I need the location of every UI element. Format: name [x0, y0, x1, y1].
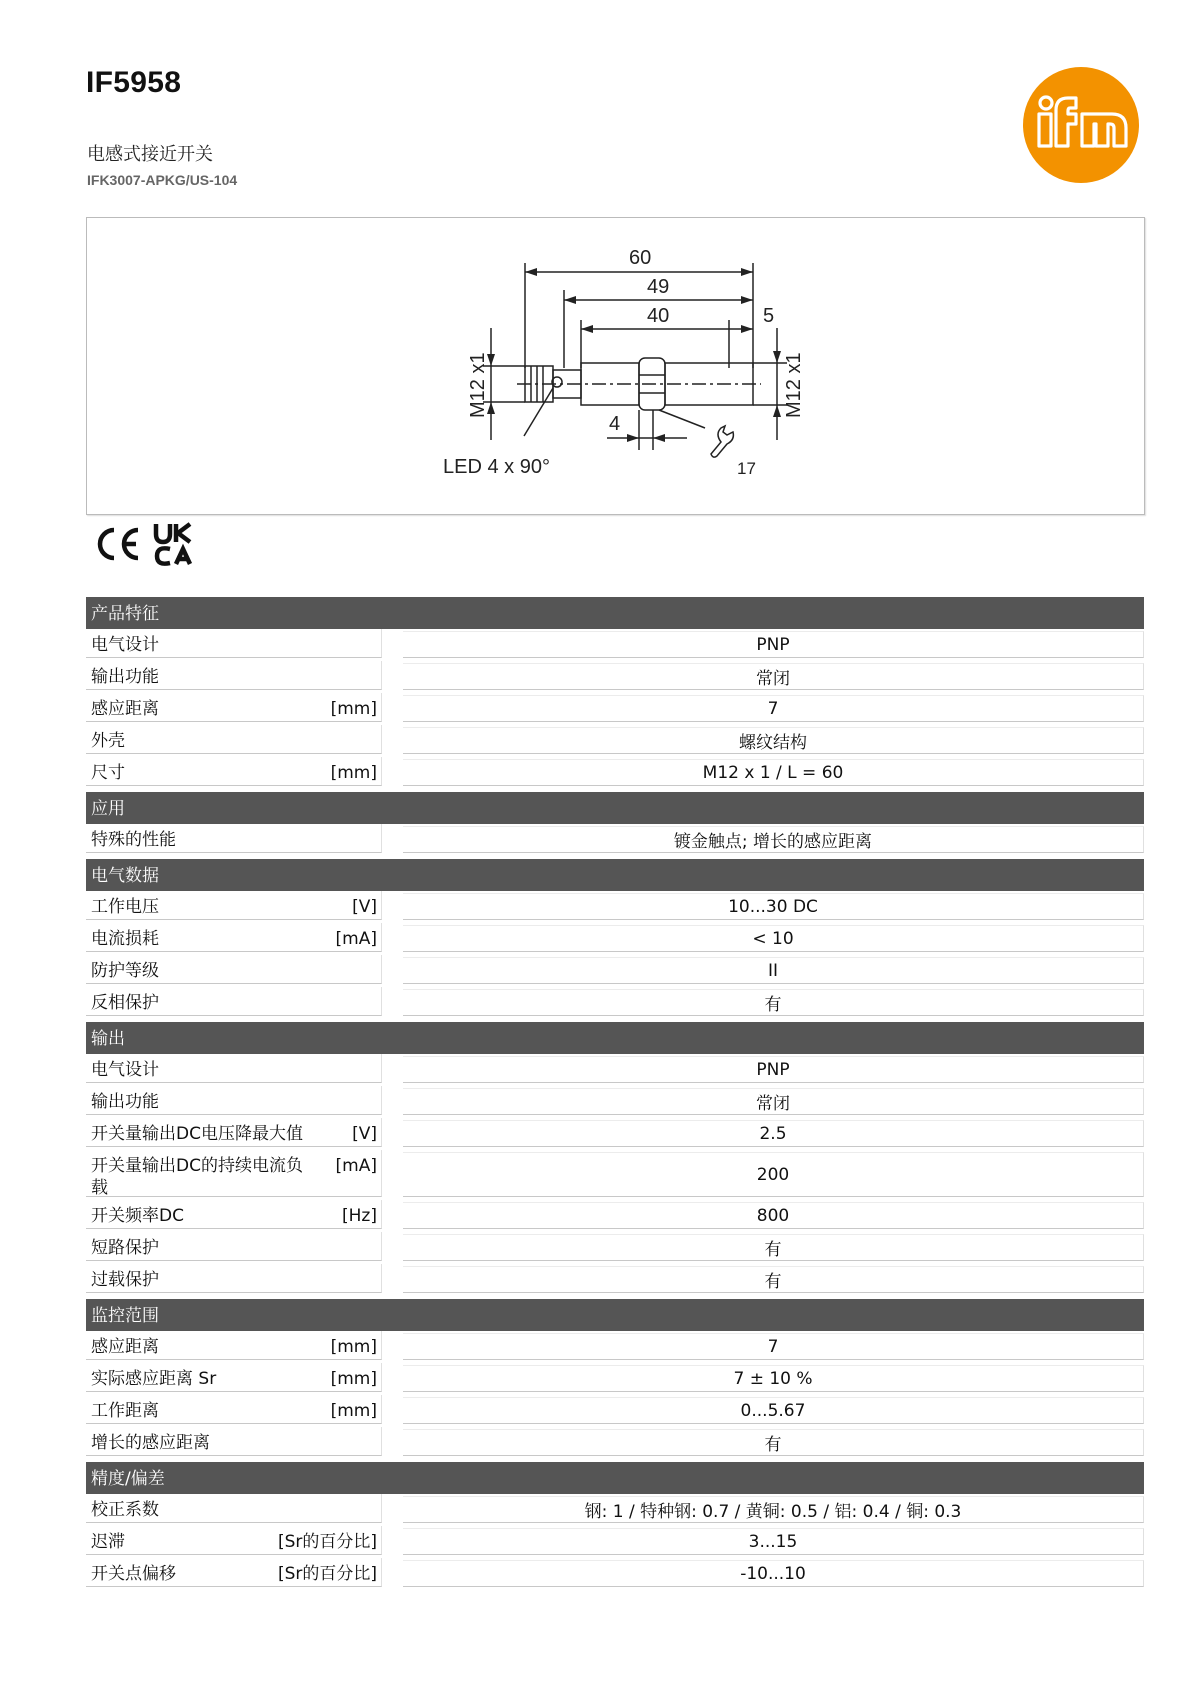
spec-unit: [mm]: [330, 1369, 377, 1389]
thread-left-label: M12 x1: [467, 352, 489, 418]
spec-unit: [mm]: [330, 1337, 377, 1357]
spec-label-cell: [86, 987, 382, 1016]
spec-value: 7 ± 10 %: [733, 1368, 813, 1389]
spec-value-cell: [403, 1397, 1144, 1424]
spec-label-cell: [86, 923, 382, 952]
spec-row: [86, 1150, 1144, 1200]
spec-value: 有: [764, 995, 782, 1015]
spec-value: 3...15: [748, 1531, 798, 1552]
product-title: IF5958: [86, 66, 182, 99]
spec-value: II: [767, 960, 779, 981]
spec-label-cell: [86, 1150, 382, 1197]
spec-value: 200: [756, 1164, 790, 1185]
spec-label: 开关量输出DC电压降最大值: [91, 1124, 303, 1144]
spec-row: [86, 1264, 1144, 1296]
section-header: 精度/偏差: [86, 1462, 1144, 1494]
spec-label: 开关点偏移: [91, 1564, 176, 1584]
spec-unit: [mA]: [335, 929, 377, 949]
spec-label-cell: [86, 1395, 382, 1424]
spec-label-cell: [86, 1558, 382, 1587]
spec-value: 有: [764, 1240, 782, 1260]
spec-label-cell: [86, 757, 382, 786]
spec-value: 有: [764, 1272, 782, 1292]
spec-value: 镀金触点; 增长的感应距离: [673, 832, 873, 852]
spec-row: [86, 1427, 1144, 1459]
spec-value-cell: [403, 1120, 1144, 1147]
spec-value: 7: [767, 1336, 779, 1357]
spec-row: [86, 824, 1144, 856]
spec-label: 外壳: [91, 731, 125, 751]
spec-label-cell: [86, 661, 382, 690]
spec-unit: [Sr的百分比]: [277, 1532, 377, 1552]
spec-row: [86, 1232, 1144, 1264]
spec-label-cell: [86, 1264, 382, 1293]
spec-value-cell: [403, 826, 1144, 853]
specification-table: [86, 597, 1144, 1590]
dim-4: 4: [609, 413, 621, 435]
spec-unit: [mm]: [330, 699, 377, 719]
spec-value-cell: [403, 1560, 1144, 1587]
spec-value: 钢: 1 / 特种钢: 0.7 / 黄铜: 0.5 / 铝: 0.4 / 铜: 0.3: [584, 1502, 962, 1522]
spec-label-cell: [86, 1526, 382, 1555]
spec-row: [86, 1118, 1144, 1150]
spec-label-cell: [86, 891, 382, 920]
spec-label-cell: [86, 725, 382, 754]
led-label: LED 4 x 90°: [443, 456, 550, 478]
spec-value-cell: [403, 663, 1144, 690]
spec-value: 有: [764, 1435, 782, 1455]
spec-unit: [V]: [352, 897, 377, 917]
certification-marks: [92, 522, 204, 566]
spec-label-cell: [86, 824, 382, 853]
spec-value: 螺纹结构: [739, 733, 807, 753]
spec-value-cell: [403, 631, 1144, 658]
spec-value: PNP: [756, 634, 790, 655]
spec-value: 0...5.67: [740, 1400, 806, 1421]
spec-value-cell: [403, 989, 1144, 1016]
spec-label-cell: [86, 1331, 382, 1360]
spec-value: < 10: [752, 928, 794, 949]
dim-60: 60: [629, 247, 652, 269]
spec-label-cell: [86, 955, 382, 984]
spec-value: 10...30 DC: [728, 896, 818, 917]
spec-label: 增长的感应距离: [91, 1433, 210, 1453]
spec-unit: [mm]: [330, 1401, 377, 1421]
spec-row: [86, 923, 1144, 955]
spec-value-cell: [403, 1088, 1144, 1115]
spec-label: 电流损耗: [91, 929, 159, 949]
dim-5: 5: [763, 305, 775, 327]
spec-label-cell: [86, 1363, 382, 1392]
spec-label: 尺寸: [91, 763, 125, 783]
spec-value: 7: [767, 698, 779, 719]
spec-label: 迟滞: [91, 1532, 125, 1552]
spec-label: 工作电压: [91, 897, 159, 917]
spec-unit: [Sr的百分比]: [277, 1564, 377, 1584]
spec-label: 输出功能: [91, 667, 159, 687]
spec-row: [86, 1395, 1144, 1427]
spec-unit: [mA]: [335, 1156, 377, 1176]
spec-row: [86, 1200, 1144, 1232]
spec-value: M12 x 1 / L = 60: [702, 762, 844, 783]
spec-label: 工作距离: [91, 1401, 159, 1421]
dim-49: 49: [647, 276, 670, 298]
spec-label: 开关频率DC: [91, 1206, 184, 1226]
section-header: 产品特征: [86, 597, 1144, 629]
section-header: 电气数据: [86, 859, 1144, 891]
spec-value-cell: [403, 1429, 1144, 1456]
spec-row: [86, 1363, 1144, 1395]
spec-label: 校正系数: [91, 1500, 159, 1520]
spec-row: [86, 1331, 1144, 1363]
spec-value: PNP: [756, 1059, 790, 1080]
spec-label: 实际感应距离 Sr: [91, 1369, 217, 1389]
spec-label: 电气设计: [91, 1060, 159, 1080]
spec-value: 2.5: [759, 1123, 787, 1144]
spec-row: [86, 757, 1144, 789]
spec-value: 800: [756, 1205, 790, 1226]
spec-row: [86, 955, 1144, 987]
spec-label-cell: [86, 693, 382, 722]
ifm-logo: [1022, 66, 1140, 184]
spec-unit: [V]: [352, 1124, 377, 1144]
spec-label: 反相保护: [91, 993, 159, 1013]
spec-row: [86, 1526, 1144, 1558]
spec-label-cell: [86, 1054, 382, 1083]
product-description: 电感式接近开关: [87, 144, 213, 165]
spec-value-cell: [403, 1234, 1144, 1261]
spec-label-cell: [86, 1232, 382, 1261]
dimension-drawing: [86, 217, 1145, 515]
spec-label: 感应距离: [91, 699, 159, 719]
spec-row: [86, 1494, 1144, 1526]
ukca-mark-icon: [156, 524, 190, 564]
spec-value-cell: [403, 1496, 1144, 1523]
spec-label-cell: [86, 1086, 382, 1115]
spec-value-cell: [403, 893, 1144, 920]
spec-row: [86, 1086, 1144, 1118]
spec-value-cell: [403, 1365, 1144, 1392]
spec-label-cell: [86, 629, 382, 658]
wrench-icon: [711, 426, 733, 457]
spec-label: 感应距离: [91, 1337, 159, 1357]
spec-value-cell: [403, 759, 1144, 786]
spec-unit: [Hz]: [342, 1206, 377, 1226]
spec-row: [86, 1054, 1144, 1086]
spec-row: [86, 1558, 1144, 1590]
spec-unit: [mm]: [330, 763, 377, 783]
spec-value: 常闭: [756, 669, 790, 689]
section-header: 应用: [86, 792, 1144, 824]
spec-value-cell: [403, 957, 1144, 984]
dim-40: 40: [647, 305, 670, 327]
spec-value-cell: [403, 1202, 1144, 1229]
spec-row: [86, 661, 1144, 693]
spec-label-cell: [86, 1118, 382, 1147]
spec-label: 电气设计: [91, 635, 159, 655]
wrench-size: 17: [737, 459, 756, 478]
spec-row: [86, 693, 1144, 725]
spec-label-cell: [86, 1494, 382, 1523]
spec-value-cell: [403, 1152, 1144, 1197]
spec-value-cell: [403, 925, 1144, 952]
section-header: 监控范围: [86, 1299, 1144, 1331]
section-header: 输出: [86, 1022, 1144, 1054]
spec-label: 防护等级: [91, 961, 159, 981]
spec-value: -10...10: [740, 1563, 806, 1584]
spec-row: [86, 725, 1144, 757]
spec-label: 输出功能: [91, 1092, 159, 1112]
spec-label: 短路保护: [91, 1238, 159, 1258]
spec-row: [86, 891, 1144, 923]
spec-value-cell: [403, 1266, 1144, 1293]
spec-label-cell: [86, 1427, 382, 1456]
spec-value-cell: [403, 1333, 1144, 1360]
spec-row: [86, 987, 1144, 1019]
spec-label: 过载保护: [91, 1270, 159, 1290]
spec-label: 特殊的性能: [91, 830, 176, 850]
spec-value-cell: [403, 1056, 1144, 1083]
article-code: IFK3007-APKG/US-104: [87, 172, 238, 188]
spec-value-cell: [403, 727, 1144, 754]
spec-label: 开关量输出DC的持续电流负载: [91, 1156, 303, 1198]
thread-right-label: M12 x1: [783, 352, 805, 418]
spec-row: [86, 629, 1144, 661]
spec-value-cell: [403, 695, 1144, 722]
spec-value-cell: [403, 1528, 1144, 1555]
ce-mark-icon: [100, 530, 138, 558]
spec-value: 常闭: [756, 1094, 790, 1114]
spec-label-cell: [86, 1200, 382, 1229]
